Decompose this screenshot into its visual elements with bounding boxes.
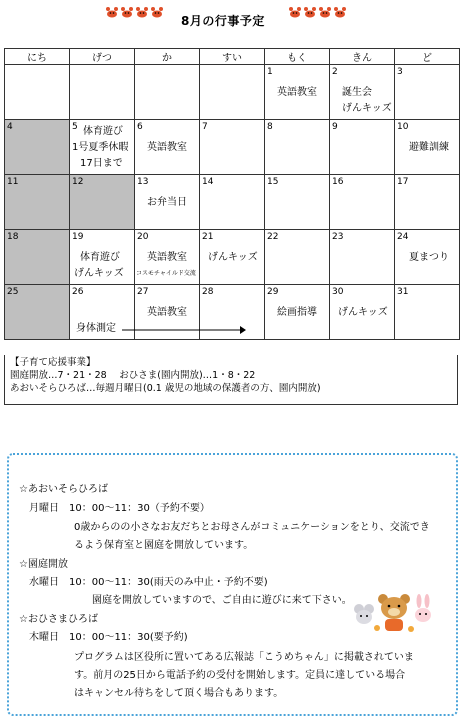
day-number: 9 xyxy=(332,122,338,132)
day-number: 27 xyxy=(137,287,149,297)
section-desc: はキャンセル待ちをして頂く場合もあります。 xyxy=(74,688,284,699)
section-desc: す。前月の25日から電話予約の受付を開始します。定員に達している場合 xyxy=(74,670,406,681)
section-desc: 園庭を開放していますので、ご自由に遊びに来て下さい。 xyxy=(92,595,352,606)
event-label: 英語教室 xyxy=(277,87,317,98)
calendar-day xyxy=(70,230,135,285)
section-time: 月曜日 10：00～11：30（予約不要） xyxy=(29,503,210,514)
event-label: げんキッズ xyxy=(338,307,388,318)
day-number: 23 xyxy=(332,232,344,242)
event-label: 体育遊び xyxy=(83,126,123,137)
day-number: 17 xyxy=(397,177,409,187)
day-number: 22 xyxy=(267,232,279,242)
calendar-day xyxy=(70,120,135,175)
event-label: 夏まつり xyxy=(409,252,449,263)
crab-icon xyxy=(318,6,332,19)
event-label: げんキッズ xyxy=(342,103,392,114)
day-number: 6 xyxy=(137,122,143,132)
day-number: 30 xyxy=(332,287,344,297)
event-label: 英語教室 xyxy=(147,307,187,318)
section-desc: プログラムは区役所に置いてある広報誌「こうめちゃん」に掲載されていま xyxy=(74,652,414,663)
program-info-box xyxy=(7,453,458,716)
calendar-week xyxy=(5,65,460,120)
day-number: 31 xyxy=(397,287,409,297)
calendar-week xyxy=(5,285,460,340)
calendar-table xyxy=(4,48,460,340)
calendar-day xyxy=(265,65,330,120)
day-number: 10 xyxy=(397,122,409,132)
title-row xyxy=(0,4,465,32)
crab-icon xyxy=(120,6,134,19)
page-title: 8月の行事予定 xyxy=(181,14,265,28)
day-number: 11 xyxy=(7,177,19,187)
calendar-day xyxy=(330,285,395,340)
day-number: 12 xyxy=(72,177,84,187)
weekday-fri: きん xyxy=(330,49,395,65)
weekday-header-row xyxy=(5,49,460,65)
calendar-day xyxy=(135,230,200,285)
calendar-day xyxy=(395,285,460,340)
day-number: 24 xyxy=(397,232,409,242)
calendar-day xyxy=(265,120,330,175)
support-line: あおいそらひろば…毎週月曜日(0.1 歳児の地域の保護者の方、園内開放) xyxy=(10,383,321,394)
day-number: 5 xyxy=(72,122,78,132)
event-note: コスモチャイルド交流 xyxy=(136,270,196,277)
section-desc: るよう保育室と園庭を開放しています。 xyxy=(74,540,254,551)
crab-icon xyxy=(333,6,347,19)
event-label: お弁当日 xyxy=(147,197,187,208)
weekday-mon: げつ xyxy=(70,49,135,65)
day-number: 1 xyxy=(267,67,273,77)
day-number: 25 xyxy=(7,287,19,297)
calendar-day xyxy=(265,175,330,230)
calendar-day xyxy=(70,285,135,340)
bear-friends-illustration xyxy=(349,593,437,633)
weekday-thu: もく xyxy=(265,49,330,65)
crab-icon xyxy=(303,6,317,19)
section-time: 水曜日 10：00～11：30(雨天のみ中止・予約不要) xyxy=(29,577,268,588)
event-label: 絵画指導 xyxy=(277,307,317,318)
calendar-week xyxy=(5,120,460,175)
section-title: ☆あおいそらひろば xyxy=(19,484,108,495)
crab-decoration-right xyxy=(288,6,347,19)
calendar-day xyxy=(200,175,265,230)
event-label: げんキッズ xyxy=(74,268,124,279)
calendar-day xyxy=(200,230,265,285)
day-number: 15 xyxy=(267,177,279,187)
event-label: げんキッズ xyxy=(208,252,258,263)
calendar-day xyxy=(5,230,70,285)
weekday-tue: か xyxy=(135,49,200,65)
weekday-sun: にち xyxy=(5,49,70,65)
crab-icon xyxy=(135,6,149,19)
event-label: 身体測定 xyxy=(76,323,116,334)
calendar-day xyxy=(330,65,395,120)
day-number: 4 xyxy=(7,122,13,132)
event-label: 英語教室 xyxy=(147,252,187,263)
calendar-day-empty xyxy=(135,65,200,120)
event-label: 体育遊び xyxy=(80,252,120,263)
weekday-sat: ど xyxy=(395,49,460,65)
crab-icon xyxy=(105,6,119,19)
calendar-day xyxy=(395,230,460,285)
day-number: 21 xyxy=(202,232,214,242)
day-number: 19 xyxy=(72,232,84,242)
calendar-day xyxy=(395,65,460,120)
calendar-day xyxy=(135,175,200,230)
calendar-day xyxy=(200,120,265,175)
section-title: ☆おひさまひろば xyxy=(19,614,98,625)
day-number: 14 xyxy=(202,177,214,187)
day-number: 28 xyxy=(202,287,214,297)
event-label: 誕生会 xyxy=(342,87,372,98)
calendar-day xyxy=(265,230,330,285)
day-number: 13 xyxy=(137,177,149,187)
day-number: 29 xyxy=(267,287,279,297)
calendar-day xyxy=(330,175,395,230)
calendar-day xyxy=(395,175,460,230)
calendar-day xyxy=(330,230,395,285)
crab-icon xyxy=(288,6,302,19)
support-programs-box xyxy=(4,355,458,405)
event-label: 1号夏季休暇 xyxy=(72,142,129,153)
day-number: 26 xyxy=(72,287,84,297)
day-number: 3 xyxy=(397,67,403,77)
day-number: 7 xyxy=(202,122,208,132)
calendar-day xyxy=(5,120,70,175)
day-number: 2 xyxy=(332,67,338,77)
calendar-week xyxy=(5,230,460,285)
day-number: 16 xyxy=(332,177,344,187)
event-label: 17日まで xyxy=(80,158,123,169)
section-desc: 0歳からのの小さなお友だちとお母さんがコミュニケーションをとり、交流でき xyxy=(74,522,430,533)
calendar-day-empty xyxy=(200,65,265,120)
support-line: 園庭開放…7・21・28 おひさま(園内開放)…1・8・22 xyxy=(10,370,256,381)
calendar-day xyxy=(200,285,265,340)
calendar-day xyxy=(265,285,330,340)
section-title: ☆園庭開放 xyxy=(19,559,68,570)
crab-icon xyxy=(150,6,164,19)
event-label: 英語教室 xyxy=(147,142,187,153)
calendar-day xyxy=(330,120,395,175)
weekday-wed: すい xyxy=(200,49,265,65)
day-number: 18 xyxy=(7,232,19,242)
support-heading: 【子育て応援事業】 xyxy=(10,357,96,368)
calendar-day xyxy=(395,120,460,175)
calendar-day xyxy=(135,285,200,340)
crab-decoration-left xyxy=(105,6,164,19)
day-number: 8 xyxy=(267,122,273,132)
section-time: 木曜日 10：00～11：30(要予約) xyxy=(29,632,188,643)
calendar-day-empty xyxy=(70,65,135,120)
calendar-day xyxy=(5,285,70,340)
calendar-day-empty xyxy=(5,65,70,120)
calendar-day xyxy=(135,120,200,175)
event-label: 避難訓練 xyxy=(409,142,449,153)
calendar-day xyxy=(5,175,70,230)
calendar-week xyxy=(5,175,460,230)
day-number: 20 xyxy=(137,232,149,242)
calendar-day xyxy=(70,175,135,230)
